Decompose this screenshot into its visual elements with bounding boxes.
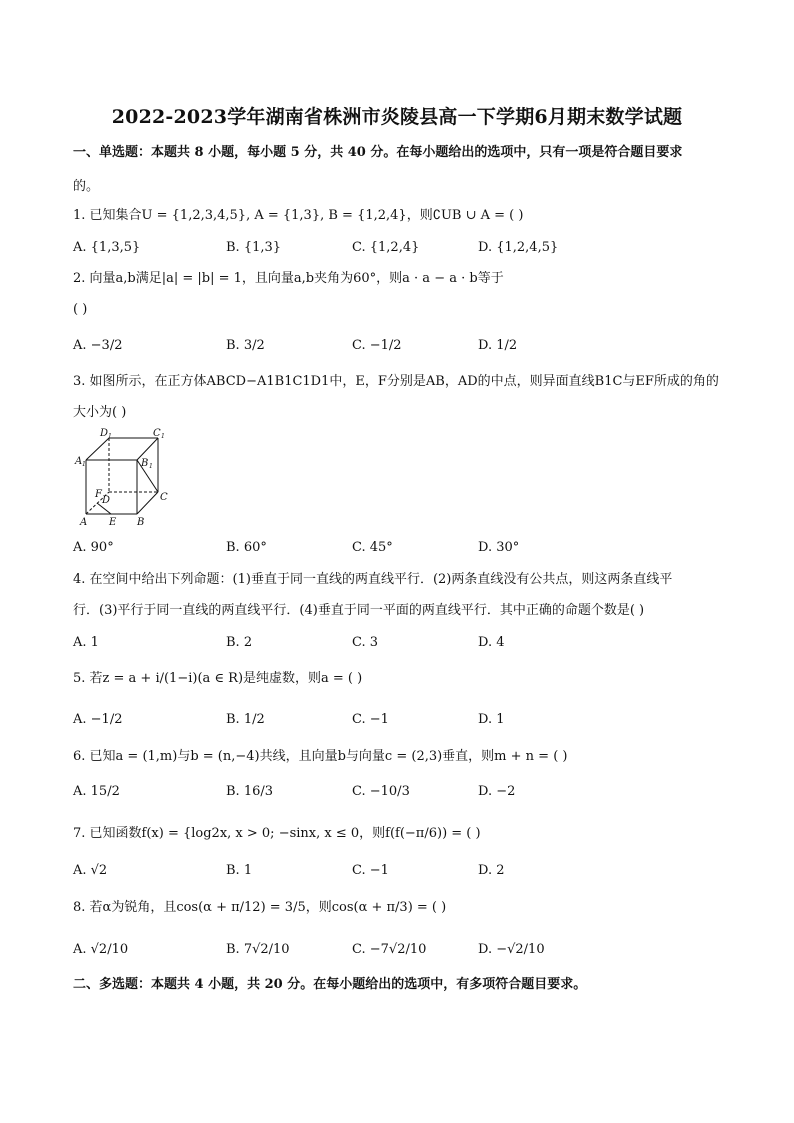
q2-option-c: C. −1/2 xyxy=(352,338,402,353)
q3-stem: 3. 如图所示，在正方体ABCD−A1B1C1D1中，E，F分别是AB，AD的中点，则异面直线B1C与EF所成的角的 xyxy=(73,374,719,389)
q1-option-b: B. {1,3} xyxy=(226,240,282,255)
q4-option-a: A. 1 xyxy=(73,635,99,650)
q2-option-a: A. −3/2 xyxy=(73,338,123,353)
q6-option-b: B. 16/3 xyxy=(226,784,274,799)
q2-stem: 2. 向量a,b满足|a| = |b| = 1，且向量a,b夹角为60°，则a · a − a · b等于 xyxy=(73,271,504,286)
label-d: D xyxy=(102,495,111,506)
label-d1: D xyxy=(100,428,109,439)
q6-option-d: D. −2 xyxy=(478,784,516,799)
q1-option-c: C. {1,2,4} xyxy=(352,240,420,255)
page-title: 2022-2023学年湖南省株洲市炎陵县高一下学期6月期末数学试题 xyxy=(111,106,683,128)
q8-option-c: C. −7√2/10 xyxy=(352,942,427,957)
q7-option-d: D. 2 xyxy=(478,863,505,878)
label-a: A xyxy=(80,517,88,528)
q7-stem: 7. 已知函数f(x) = {log2x, x > 0; −sinx, x ≤ 0，则f(f(−π/6)) = ( ) xyxy=(73,826,481,841)
q5-option-a: A. −1/2 xyxy=(73,712,123,727)
q3-option-d: D. 30° xyxy=(478,540,520,555)
q7-option-c: C. −1 xyxy=(352,863,389,878)
q6-option-c: C. −10/3 xyxy=(352,784,410,799)
q1-option-d: D. {1,2,4,5} xyxy=(478,240,559,255)
q5-option-d: D. 1 xyxy=(478,712,505,727)
q6-stem: 6. 已知a = (1,m)与b = (n,−4)共线，且向量b与向量c = (2,3)垂直，则m + n = ( ) xyxy=(73,749,568,764)
label-b1: B xyxy=(141,458,149,469)
svg-text:1: 1 xyxy=(161,433,165,440)
q2-stem-cont: ( ) xyxy=(73,302,88,317)
svg-text:1: 1 xyxy=(82,461,86,468)
svg-text:1: 1 xyxy=(108,433,112,440)
q1-option-a: A. {1,3,5} xyxy=(73,240,141,255)
q8-option-d: D. −√2/10 xyxy=(478,942,545,957)
q6-option-a: A. 15/2 xyxy=(73,784,120,799)
label-c: C xyxy=(160,492,168,503)
label-b: B xyxy=(137,517,145,528)
section1-heading: 一、单选题：本题共 8 小题，每小题 5 分，共 40 分。在每小题给出的选项中，只有一项是符合题目要求 xyxy=(73,145,683,160)
q8-stem: 8. 若α为锐角，且cos(α + π/12) = 3/5，则cos(α + π/3) = ( ) xyxy=(73,900,447,915)
q8-option-b: B. 7√2/10 xyxy=(226,942,290,957)
q3-option-a: A. 90° xyxy=(73,540,114,555)
q7-option-b: B. 1 xyxy=(226,863,253,878)
q5-stem: 5. 若z = a + i/(1−i)(a ∈ R)是纯虚数，则a = ( ) xyxy=(73,671,363,686)
q4-stem: 4. 在空间中给出下列命题：(1)垂直于同一直线的两直线平行．(2)两条直线没有公共点，则这两条直线平 xyxy=(73,572,673,587)
q2-option-d: D. 1/2 xyxy=(478,338,518,353)
q4-option-b: B. 2 xyxy=(226,635,253,650)
q4-option-c: C. 3 xyxy=(352,635,379,650)
q3-option-b: B. 60° xyxy=(226,540,267,555)
cube-figure xyxy=(73,426,173,530)
q5-option-c: C. −1 xyxy=(352,712,389,727)
label-e: E xyxy=(109,517,117,528)
q1-stem: 1. 已知集合U = {1,2,3,4,5}, A = {1,3}, B = {1,2,4}，则∁UB ∪ A = ( ) xyxy=(73,208,524,223)
q4-stem-cont: 行．(3)平行于同一直线的两直线平行．(4)垂直于同一平面的两直线平行．其中正确的命题个数是( ) xyxy=(73,603,645,618)
label-f: F xyxy=(95,489,102,500)
q3-option-c: C. 45° xyxy=(352,540,393,555)
label-c1: C xyxy=(153,428,161,439)
label-a1: A xyxy=(75,456,83,467)
q3-stem-cont: 大小为( ) xyxy=(73,405,127,420)
svg-text:1: 1 xyxy=(149,463,153,470)
section1-heading-cont: 的。 xyxy=(73,179,100,194)
section2-heading: 二、多选题：本题共 4 小题，共 20 分。在每小题给出的选项中，有多项符合题目要求。 xyxy=(73,977,587,992)
q8-option-a: A. √2/10 xyxy=(73,942,129,957)
q4-option-d: D. 4 xyxy=(478,635,505,650)
q5-option-b: B. 1/2 xyxy=(226,712,265,727)
q7-option-a: A. √2 xyxy=(73,863,108,878)
q2-option-b: B. 3/2 xyxy=(226,338,265,353)
